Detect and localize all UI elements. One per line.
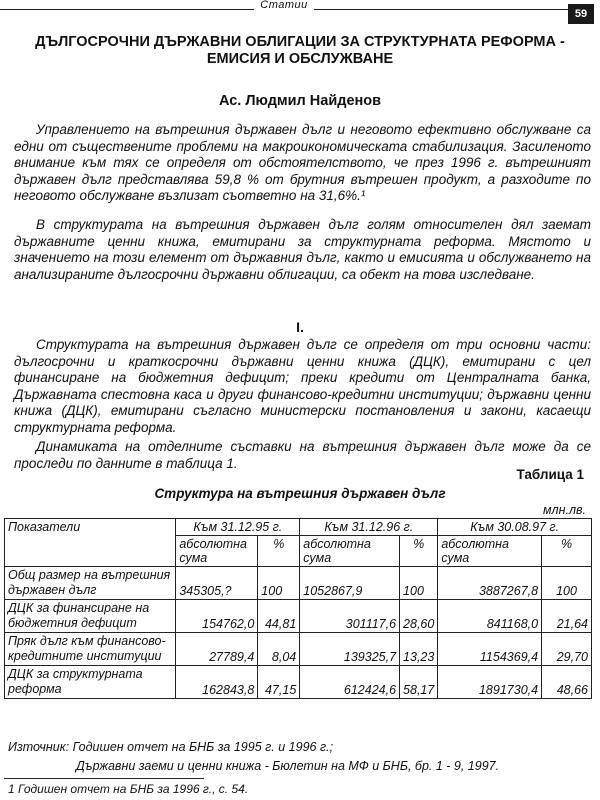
paragraph-4-text: Динамиката на отделните съставки на вътрешния държавен дълг може да се проследи по данните в таблица 1.	[14, 439, 591, 471]
cell-pct: 8,04	[258, 633, 300, 666]
table-row	[5, 600, 592, 633]
debt-structure-table	[4, 518, 592, 699]
cell-value: 1891730,4	[438, 666, 542, 699]
footnote-rule	[4, 778, 204, 779]
cell-value: 154762,0	[176, 600, 258, 633]
cell-value: 27789,4	[176, 633, 258, 666]
row-label: Пряк дълг към финансово-кредитните институции	[5, 633, 176, 666]
running-head	[0, 0, 568, 11]
cell-value: 1154369,4	[438, 633, 542, 666]
table-label: Таблица 1	[516, 467, 584, 482]
section-number: I.	[296, 319, 304, 335]
paragraph-4	[14, 439, 591, 472]
subheader-pct: %	[400, 536, 438, 567]
cell-pct: 21,64	[542, 600, 592, 633]
table-source	[8, 738, 593, 776]
source-line-2: Държавни заеми и ценни книжа - Бюлетин на МФ и БНБ, бр. 1 - 9, 1997.	[76, 759, 500, 773]
cell-value: 3887267,8	[438, 567, 542, 600]
paragraph-3-text: Структурата на вътрешния държавен дълг се определя от три основни части: дългосрочни и краткосрочни държавни ценни книжа (ДЦК), емитирани с цел финансиране на бюджетния дефицит; преки кредити от Централната банка, Държавната спестовна каса и други финансово-кредитни институции; държавни ценни книжа (ДЦК), емитирани съгласно министерски постановления и закони, касаещи структурната реформа.	[14, 337, 591, 435]
table-row	[5, 567, 592, 600]
header-period-3: Към 30.08.97 г.	[438, 519, 592, 536]
cell-value: 345305,?	[176, 567, 258, 600]
table-title: Структура на вътрешния държавен дълг	[154, 486, 446, 501]
header-period-2: Към 31.12.96 г.	[300, 519, 438, 536]
cell-value: 139325,7	[300, 633, 400, 666]
article-title: ДЪЛГОСРОЧНИ ДЪРЖАВНИ ОБЛИГАЦИИ ЗА СТРУКТУРНАТА РЕФОРМА - ЕМИСИЯ И ОБСЛУЖВАНЕ	[35, 34, 565, 67]
cell-pct: 100	[400, 567, 438, 600]
page-number: 59	[568, 4, 594, 24]
cell-pct: 29,70	[542, 633, 592, 666]
cell-value: 841168,0	[438, 600, 542, 633]
cell-value: 162843,8	[176, 666, 258, 699]
table-row	[5, 666, 592, 699]
subheader-pct: %	[542, 536, 592, 567]
cell-pct: 13,23	[400, 633, 438, 666]
paragraph-1	[14, 122, 591, 205]
table-row	[5, 633, 592, 666]
row-label: ДЦК за финансиране на бюджетния дефицит	[5, 600, 176, 633]
cell-value: 612424,6	[300, 666, 400, 699]
running-head-text: Статии	[254, 0, 314, 11]
header-period-1: Към 31.12.95 г.	[176, 519, 300, 536]
row-label: ДЦК за структурната реформа	[5, 666, 176, 699]
cell-pct: 100	[542, 567, 592, 600]
cell-pct: 48,66	[542, 666, 592, 699]
source-line-1: Източник: Годишен отчет на БНБ за 1995 г. и 1996 г.;	[8, 740, 334, 754]
paragraph-2-text: В структурата на вътрешния държавен дълг голям относителен дял заемат държавните ценни книжа, емитирани за структурната реформа. Мястото и значението на този елемент от държавния дълг, както и емисията и обслужването на анализираните дългосрочни държавни облигации, са обект на това изследване.	[14, 217, 591, 282]
subheader-abs: абсолютна сума	[438, 536, 542, 567]
subheader-abs: абсолютна сума	[176, 536, 258, 567]
paragraph-1-text: Управлението на вътрешния държавен дълг и неговото ефективно обслужване са едни от съществените проблеми на макроикономическата стабилизация. Засиленото внимание към тях се определя от обстоятелството, че през 1996 г. вътрешният държавен дълг представлява 59,8 % от брутния вътрешен продукт, а разходите по неговото обслужване възлизат съответно на 31,6%.¹	[14, 122, 591, 204]
footnote: 1 Годишен отчет на БНБ за 1996 г., с. 54.	[8, 782, 249, 796]
cell-pct: 28,60	[400, 600, 438, 633]
cell-pct: 47,15	[258, 666, 300, 699]
cell-pct: 100	[258, 567, 300, 600]
header-indicators: Показатели	[5, 519, 176, 567]
table-header-row	[5, 519, 592, 536]
paragraph-2	[14, 217, 591, 283]
subheader-abs: абсолютна сума	[300, 536, 400, 567]
cell-value: 301117,6	[300, 600, 400, 633]
table-unit: млн.лв.	[542, 503, 586, 517]
author-name: Ас. Людмил Найденов	[218, 93, 382, 109]
row-label: Общ размер на вътрешния държавен дълг	[5, 567, 176, 600]
cell-pct: 44,81	[258, 600, 300, 633]
subheader-pct: %	[258, 536, 300, 567]
paragraph-3	[14, 337, 591, 437]
cell-value: 1052867,9	[300, 567, 400, 600]
cell-pct: 58,17	[400, 666, 438, 699]
